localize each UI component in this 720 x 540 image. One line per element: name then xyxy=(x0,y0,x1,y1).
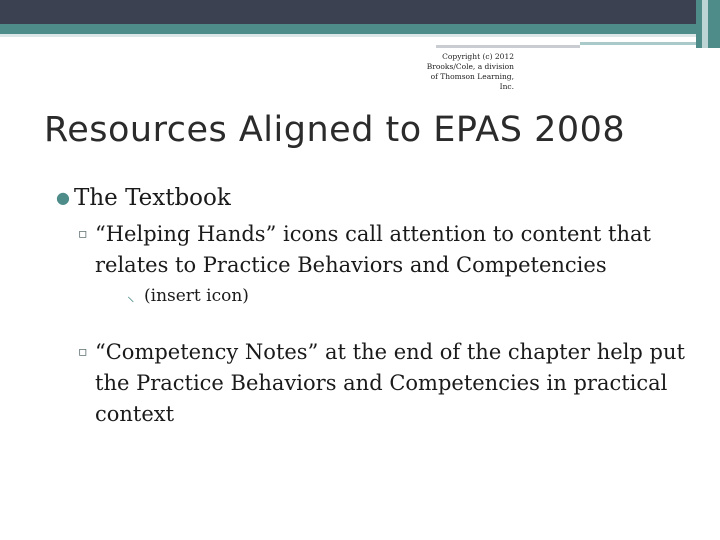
round-bullet-icon: ● xyxy=(56,188,70,207)
top-dark-band xyxy=(0,0,720,24)
bullet-level-3 xyxy=(127,283,696,309)
bullet-level-1 xyxy=(56,183,696,213)
bullet-level-2 xyxy=(78,219,696,281)
bullet-text: “Helping Hands” icons call attention to content that relates to Practice Behaviors and Competencies xyxy=(95,222,651,277)
copyright-line: of Thomson Learning, xyxy=(430,72,514,81)
header-rule xyxy=(0,34,696,37)
copyright-line: Inc. xyxy=(499,82,514,91)
header-accent-rule xyxy=(580,42,696,45)
square-outline-bullet-icon: ▫ xyxy=(78,344,88,360)
top-teal-band xyxy=(0,24,720,34)
square-outline-bullet-icon: ▫ xyxy=(78,226,88,242)
copyright-notice xyxy=(420,52,514,92)
copyright-line: Brooks/Cole, a division xyxy=(426,62,514,71)
slide-body xyxy=(56,183,696,430)
bullet-text: The Textbook xyxy=(74,185,231,211)
bullet-text: (insert icon) xyxy=(144,286,249,306)
leaf-dash-bullet-icon: ⸜ xyxy=(127,287,135,305)
slide-title: Resources Aligned to EPAS 2008 xyxy=(44,110,626,150)
bullet-level-2 xyxy=(78,337,696,430)
bullet-text: “Competency Notes” at the end of the chapter help put the Practice Behaviors and Competencies in practical context xyxy=(95,340,685,426)
header-mid-rule xyxy=(436,45,580,48)
top-right-teal-strip xyxy=(696,0,720,48)
copyright-line: Copyright (c) 2012 xyxy=(442,52,514,61)
